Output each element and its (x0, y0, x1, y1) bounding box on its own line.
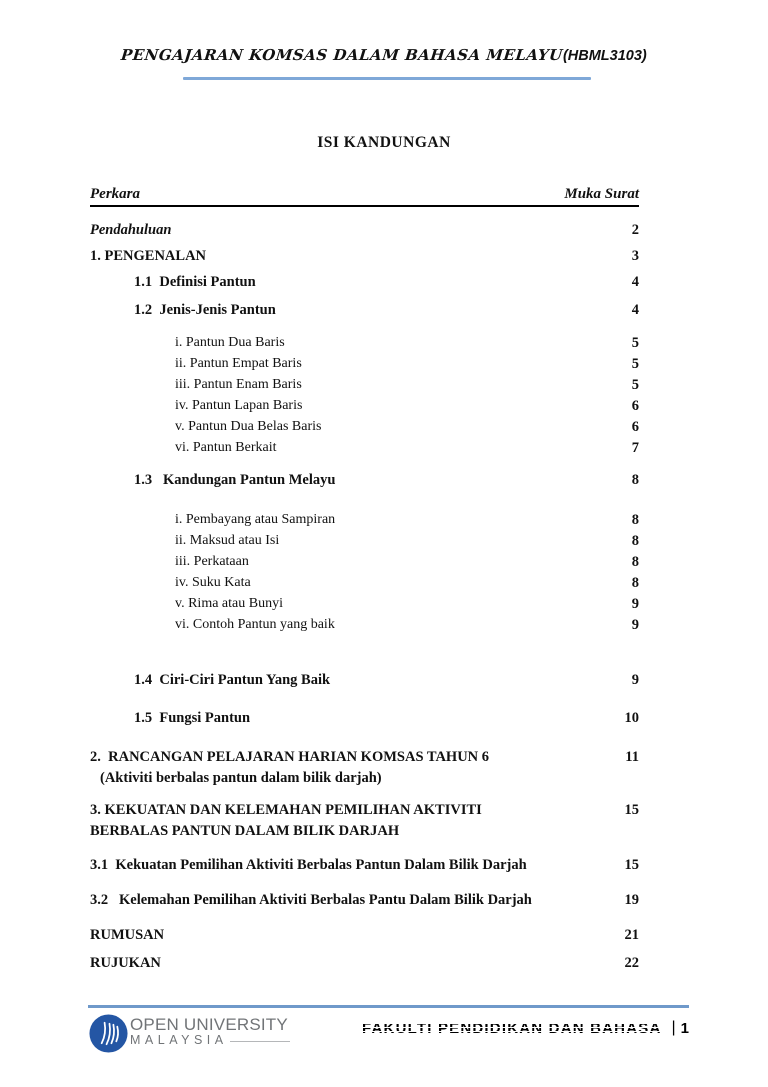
toc-entry-label: 1.2 Jenis-Jenis Pantun (134, 302, 276, 318)
toc-entry-page-number: 6 (631, 419, 639, 435)
document-footer (88, 1005, 689, 1054)
toc-entry-label-line2: (Aktiviti berbalas pantun dalam bilik darjah) (100, 770, 382, 786)
toc-entry-label: vi. Pantun Berkait (175, 440, 277, 455)
toc-entry-label: 3. KEKUATAN DAN KELEMAHAN PEMILIHAN AKTIVITI (90, 802, 482, 818)
toc-row (90, 417, 639, 438)
toc-entry-page-number: 9 (631, 617, 639, 633)
toc-entry-label: iii. Pantun Enam Baris (175, 377, 302, 392)
toc-entry-label: 1.3 Kandungan Pantun Melayu (134, 472, 336, 488)
toc-entry-page-number: 9 (631, 596, 639, 612)
toc-entry-page-number: 8 (631, 533, 639, 549)
toc-entry-page-number: 4 (631, 274, 639, 290)
toc-entry-page-number: 2 (631, 222, 639, 238)
toc-entry-label: 2. RANCANGAN PELAJARAN HARIAN KOMSAS TAHUN 6 (90, 749, 490, 765)
toc-entry-page-number: 3 (631, 248, 639, 264)
toc-row (90, 855, 639, 876)
toc-row (90, 531, 639, 552)
toc-entry-page-number: 5 (631, 335, 639, 351)
toc-row (90, 354, 639, 375)
oum-logo-rule (230, 1041, 290, 1042)
toc-entry-page-number: 19 (624, 892, 639, 908)
oum-globe-icon (88, 1013, 129, 1054)
footer-page-number: 1 (680, 1019, 689, 1037)
toc-row (90, 615, 639, 636)
toc-entry-page-number: 7 (631, 440, 639, 456)
toc-entry-label: i. Pembayang atau Sampiran (175, 512, 336, 527)
toc-row (90, 890, 639, 911)
toc-row (90, 272, 639, 293)
oum-logo (88, 1013, 290, 1054)
toc-entry-label: 1. PENGENALAN (90, 248, 207, 264)
toc-entry-page-number: 8 (631, 554, 639, 570)
toc-entry-page-number: 22 (624, 955, 639, 971)
toc-entry-page-number: 5 (631, 377, 639, 393)
header-rule (183, 77, 591, 80)
toc-row (90, 552, 639, 573)
toc-row (90, 300, 639, 321)
page-title: ISI KANDUNGAN (317, 134, 451, 151)
toc-entry-page-number: 15 (624, 857, 639, 873)
toc-entry-page-number: 4 (631, 302, 639, 318)
faculty-name: FAKULTI PENDIDIKAN DAN BAHASA (361, 1019, 662, 1037)
toc-entry-label: v. Rima atau Bunyi (175, 596, 283, 611)
toc-row (90, 747, 639, 789)
toc-entry-page-number: 11 (625, 749, 639, 765)
table-of-contents (90, 186, 639, 974)
toc-row (90, 708, 639, 729)
course-title: PENGAJARAN KOMSAS DALAM BAHASA MELAYU (120, 46, 564, 64)
toc-entry-label: 1.5 Fungsi Pantun (134, 710, 251, 726)
toc-entry-label: 1.4 Ciri-Ciri Pantun Yang Baik (134, 672, 331, 688)
toc-row (90, 333, 639, 354)
toc-entry-label: iv. Suku Kata (175, 575, 251, 590)
toc-row (90, 573, 639, 594)
footer-separator: | (671, 1019, 676, 1036)
toc-header-row (90, 186, 639, 207)
toc-entry-label: Pendahuluan (90, 222, 172, 238)
toc-entry-label: i. Pantun Dua Baris (175, 335, 285, 350)
document-header (0, 46, 768, 65)
toc-entry-label-line2: BERBALAS PANTUN DALAM BILIK DARJAH (90, 823, 400, 839)
oum-logo-line1: OPEN UNIVERSITY (130, 1015, 288, 1034)
toc-entry-page-number: 8 (631, 472, 639, 488)
toc-row (90, 396, 639, 417)
toc-entry-page-number: 8 (631, 575, 639, 591)
toc-row (90, 800, 639, 842)
toc-entry-label: iii. Perkataan (175, 554, 249, 569)
toc-row (90, 670, 639, 691)
toc-row (90, 220, 639, 241)
toc-entry-page-number: 10 (624, 710, 639, 726)
toc-entry-label: v. Pantun Dua Belas Baris (175, 419, 322, 434)
toc-column-muka-surat: Muka Surat (564, 186, 639, 202)
toc-entry-page-number: 21 (624, 927, 639, 943)
toc-row (90, 246, 639, 267)
toc-column-perkara: Perkara (90, 186, 140, 202)
toc-row (90, 375, 639, 396)
toc-entry-label: 3.1 Kekuatan Pemilihan Aktiviti Berbalas Pantun Dalam Bilik Darjah (90, 857, 527, 873)
oum-logo-line2: MALAYSIA (130, 1033, 228, 1047)
toc-entries (90, 220, 639, 974)
toc-entry-label: 3.2 Kelemahan Pemilihan Aktiviti Berbalas Pantu Dalam Bilik Darjah (90, 892, 532, 908)
toc-entry-label: RUMUSAN (90, 927, 165, 943)
toc-row (90, 925, 639, 946)
toc-row (90, 438, 639, 459)
footer-faculty-block (362, 1019, 689, 1037)
course-code: (HBML3103) (562, 48, 647, 64)
toc-entry-label: 1.1 Definisi Pantun (134, 274, 256, 290)
toc-row (90, 953, 639, 974)
toc-entry-page-number: 8 (631, 512, 639, 528)
toc-row (90, 594, 639, 615)
toc-row (90, 510, 639, 531)
toc-entry-page-number: 9 (631, 672, 639, 688)
toc-entry-label: iv. Pantun Lapan Baris (175, 398, 303, 413)
toc-row (90, 470, 639, 491)
toc-entry-label: ii. Pantun Empat Baris (175, 356, 302, 371)
oum-logo-text (130, 1016, 290, 1048)
toc-entry-label: vi. Contoh Pantun yang baik (175, 617, 335, 632)
toc-entry-label: RUJUKAN (90, 955, 161, 971)
toc-entry-page-number: 15 (624, 802, 639, 818)
toc-entry-page-number: 5 (631, 356, 639, 372)
toc-entry-page-number: 6 (631, 398, 639, 414)
toc-entry-label: ii. Maksud atau Isi (175, 533, 280, 548)
